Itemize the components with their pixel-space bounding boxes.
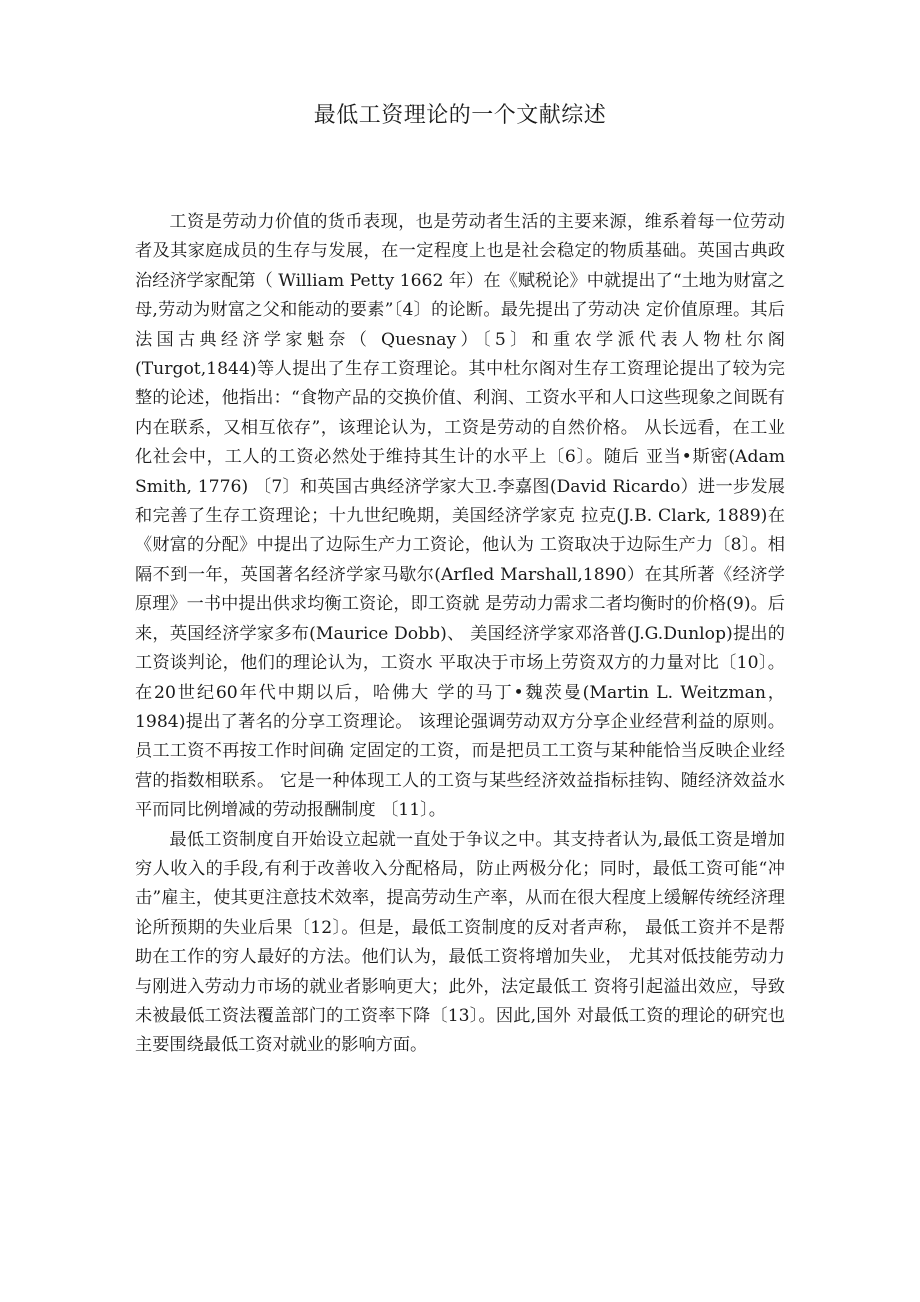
paragraph-2: 最低工资制度自开始设立起就一直处于争议之中。其支持者认为,最低工资是增加穷人收入的手段,有利于改善收入分配格局，防止两极分化；同时，最低工资可能“冲击”雇主，使其更注意技术效率，提高劳动生产率，从而在很大程度上缓解传统经济理论所预期的失业后果〔12〕。但是，最低工资制度的反对者声称， 最低工资并不是帮助在工作的穷人最好的方法。他们认为，最低工资将增加失业， 尤其对低技能劳动力与刚进入劳动力市场的就业者影响更大；此外，法定最低工 资将引起溢出效应，导致未被最低工资法覆盖部门的工资率下降〔13〕。因此,国外 对最低工资的理论的研究也主要围绕最低工资对就业的影响方面。 [135, 829, 785, 1056]
paragraph-1: 工资是劳动力价值的货币表现，也是劳动者生活的主要来源，维系着每一位劳动者及其家庭成员的生存与发展，在一定程度上也是社会稳定的物质基础。英国古典政治经济学家配第（ William Petty 1662 年）在《赋税论》中就提出了“土地为财富之母,劳动为财富之父和能动的要素”〔4〕的论断。最先提出了劳动决 定价值原理。其后法国古典经济学家魁奈（ Quesnay）〔5〕和重农学派代表人物杜尔阁(Turgot,1844)等人提出了生存工资理论。其中杜尔阁对生存工资理论提出了较为完整的论述，他指出：“食物产品的交换价值、利润、工资水平和人口这些现象之间既有内在联系，又相互依存”，该理论认为，工资是劳动的自然价格。 从长远看，在工业化社会中，工人的工资必然处于维持其生计的水平上〔6〕。随后 亚当•斯密(Adam Smith, 1776) 〔7〕和英国古典经济学家大卫.李嘉图(David Ricardo）进一步发展和完善了生存工资理论；十九世纪晚期，美国经济学家克 拉克(J.B. Clark, 1889)在《财富的分配》中提出了边际生产力工资论，他认为 工资取决于边际生产力〔8〕。相隔不到一年，英国著名经济学家马歇尔(Arfled Marshall,1890）在其所著《经济学原理》一书中提出供求均衡工资论，即工资就 是劳动力需求二者均衡时的价格(9)。后来，英国经济学家多布(Maurice Dobb)、 美国经济学家邓洛普(J.G.Dunlop)提出的工资谈判论，他们的理论认为，工资水 平取决于市场上劳资双方的力量对比〔10〕。在20世纪60年代中期以后，哈佛大 学的马丁•魏茨曼(Martin L. Weitzman，1984)提出了著名的分享工资理论。 该理论强调劳动双方分享企业经营利益的原则。员工工资不再按工作时间确 定固定的工资，而是把员工工资与某种能恰当反映企业经营的指数相联系。 它是一种体现工人的工资与某些经济效益指标挂钩、随经济效益水平而同比例增减的劳动报酬制度 〔11〕。 [135, 212, 785, 821]
document-body [135, 208, 785, 1061]
document-title: 最低工资理论的一个文献综述 [313, 103, 607, 128]
